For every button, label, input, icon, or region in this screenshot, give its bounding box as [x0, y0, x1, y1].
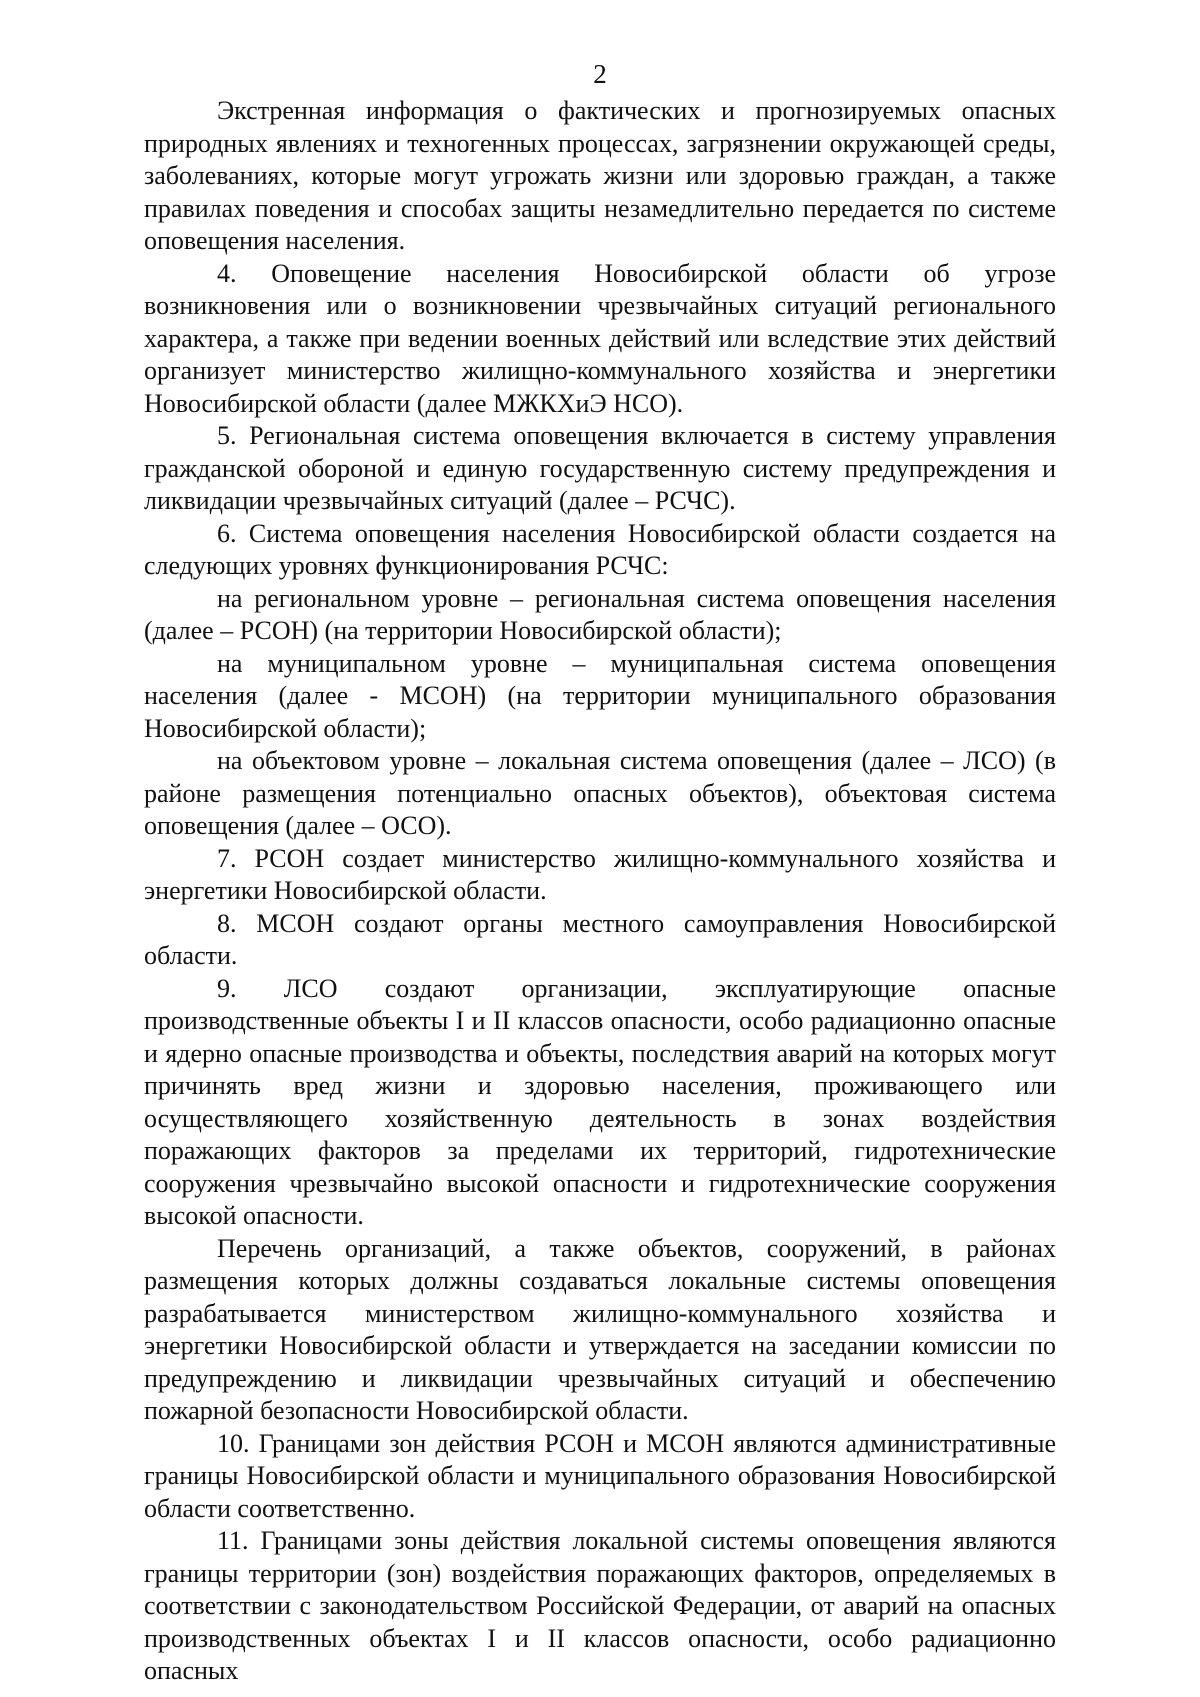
paragraph-item-7: 7. РСОН создает министерство жилищно-коммунального хозяйства и энергетики Новосибирской области. [144, 843, 1056, 905]
paragraph-item-8: 8. МСОН создают органы местного самоуправления Новосибирской области. [144, 908, 1056, 970]
page-number: 2 [593, 59, 607, 89]
paragraph-item-6: 6. Система оповещения населения Новосибирской области создается на следующих уровнях функционирования РСЧС: [144, 518, 1056, 580]
paragraph-object-level: на объектовом уровне – локальная система оповещения (далее – ЛСО) (в районе размещения потенциально опасных объектов), объектовая система оповещения (далее – ОСО). [144, 746, 1056, 840]
paragraph-municipal-level: на муниципальном уровне – муниципальная система оповещения населения (далее - МСОН) (на территории муниципального образования Новосибирской области); [144, 648, 1056, 743]
paragraph-item-10: 10. Границами зон действия РСОН и МСОН являются административные границы Новосибирской области и муниципального образования Новосибирской области соответственно. [144, 1428, 1056, 1523]
paragraph-item-4: 4. Оповещение населения Новосибирской области об угрозе возникновения или о возникновении чрезвычайных ситуаций регионального характера, а также при ведении военных действий или вследствие этих действий организует министерство жилищно-коммунального хозяйства и энергетики Новосибирской области (далее МЖКХиЭ НСО). [144, 258, 1056, 418]
paragraph-emergency-info: Экстренная информация о фактических и прогнозируемых опасных природных явлениях и техногенных процессах, загрязнении окружающей среды, заболеваниях, которые могут угрожать жизни или здоровью граждан, а также правилах поведения и способах защиты незамедлительно передается по системе оповещения населения. [144, 96, 1056, 255]
paragraph-item-9: 9. ЛСО создают организации, эксплуатирующие опасные производственные объекты I и II классов опасности, особо радиационно опасные и ядерно опасные производства и объекты, последствия аварий на которых могут причинять вред жизни и здоровью населения, проживающего или осуществляющего хозяйственную деятельность в зонах воздействия поражающих факторов за пределами их территорий, гидротехнические сооружения чрезвычайно высокой опасности и гидротехнические сооружения высокой опасности. [144, 973, 1056, 1230]
paragraph-organizations-list: Перечень организаций, а также объектов, сооружений, в районах размещения которых должны создаваться локальные системы оповещения разрабатывается министерством жилищно-коммунального хозяйства и энергетики Новосибирской области и утверждается на заседании комиссии по предупреждению и ликвидации чрезвычайных ситуаций и обеспечению пожарной безопасности Новосибирской области. [144, 1233, 1056, 1425]
document-body [144, 95, 1056, 1688]
paragraph-item-5: 5. Региональная система оповещения включается в систему управления гражданской обороной и единую государственную систему предупреждения и ликвидации чрезвычайных ситуаций (далее – РСЧС). [144, 421, 1056, 515]
paragraph-item-11: 11. Границами зоны действия локальной системы оповещения являются границы территории (зон) воздействия поражающих факторов, определяемых в соответствии с законодательством Российской Федерации, от аварий на опасных производственных объектах I и II классов опасности, особо радиационно опасных [144, 1526, 1056, 1685]
paragraph-regional-level: на региональном уровне – региональная система оповещения населения (далее – РСОН) (на территории Новосибирской области); [144, 583, 1056, 645]
